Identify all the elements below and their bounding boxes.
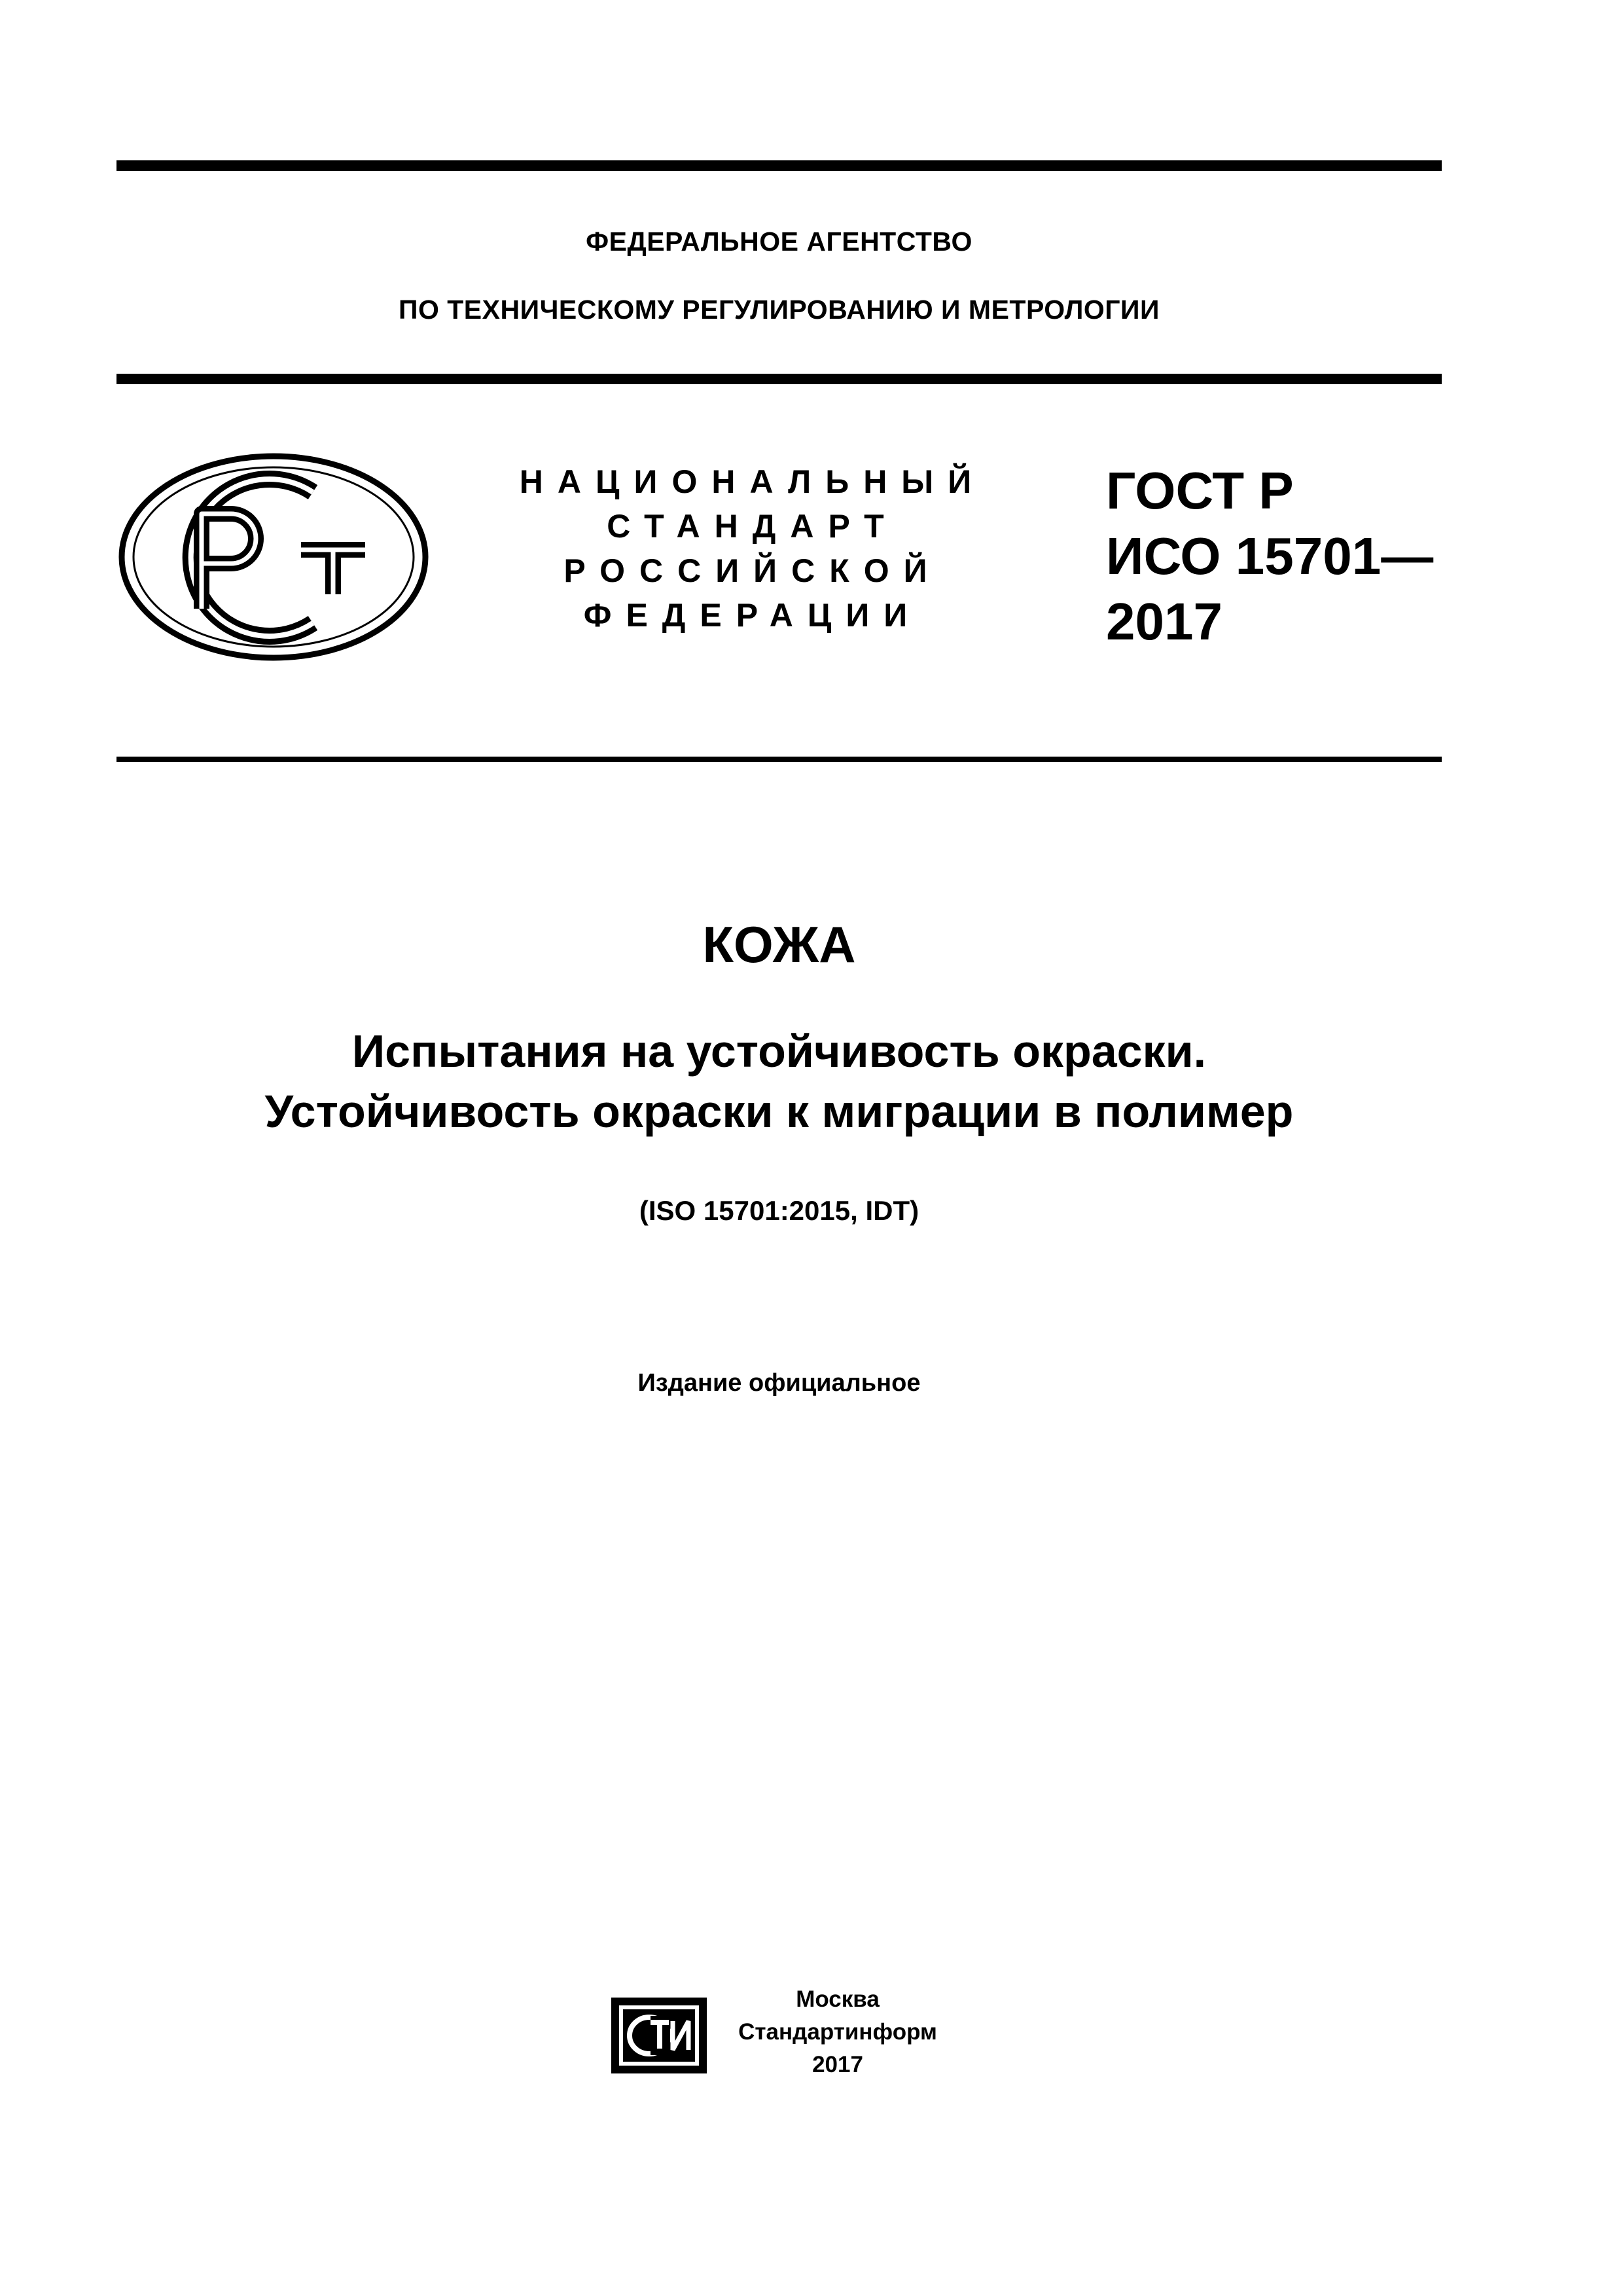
header-divider (116, 374, 1442, 384)
designation-line3: 2017 (1106, 592, 1222, 651)
title-block-divider (116, 757, 1442, 762)
designation-line1: ГОСТ Р (1106, 461, 1294, 520)
document-title: КОЖА (702, 916, 856, 973)
publisher-name: Стандартинформ (738, 2019, 937, 2045)
agency-name-line1: ФЕДЕРАЛЬНОЕ АГЕНТСТВО (586, 226, 972, 257)
edition-note: Издание официальное (637, 1369, 921, 1397)
iso-reference: (ISO 15701:2015, IDT) (639, 1195, 919, 1226)
document-subtitle (116, 1021, 1442, 1141)
national-standard-line3: РОССИЙСКОЙ (563, 552, 942, 589)
standartinform-logo-icon (610, 1996, 708, 2075)
publisher-city: Москва (796, 1986, 880, 2012)
national-standard-line1: НАЦИОНАЛЬНЫЙ (519, 463, 986, 500)
designation-line2: ИСО 15701— (1106, 527, 1434, 585)
top-divider (116, 160, 1442, 171)
rst-mark-icon (116, 452, 431, 662)
subtitle-line2: Устойчивость окраски к миграции в полимер (264, 1086, 1294, 1137)
agency-name-line2: ПО ТЕХНИЧЕСКОМУ РЕГУЛИРОВАНИЮ И МЕТРОЛОГИИ (399, 295, 1160, 325)
national-standard-line4: ФЕДЕРАЦИИ (583, 597, 922, 634)
subtitle-line1: Испытания на устойчивость окраски. (351, 1026, 1207, 1077)
national-standard-label (517, 459, 988, 637)
national-standard-line2: СТАНДАРТ (607, 508, 899, 545)
publisher-imprint (726, 1983, 949, 2081)
publisher-year: 2017 (812, 2052, 863, 2077)
standard-designation (1106, 458, 1433, 655)
